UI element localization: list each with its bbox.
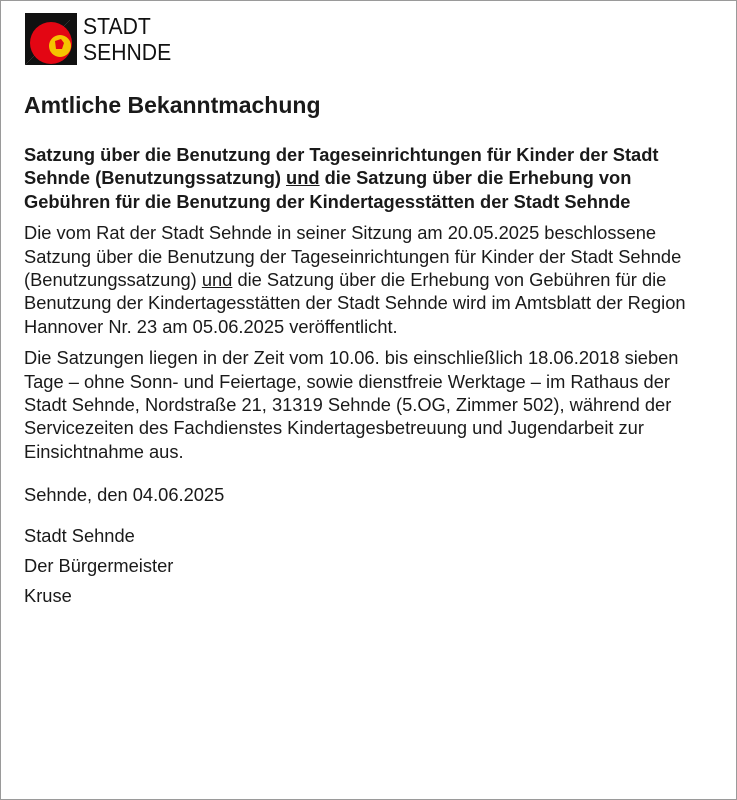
- city-emblem-icon: [25, 13, 77, 65]
- stadt-sehnde-logo: [25, 13, 200, 69]
- date-line: Sehnde, den 04.06.2025: [24, 484, 225, 506]
- notice-title: Amtliche Bekanntmachung: [24, 92, 321, 118]
- subject-text-part2: die Satzung über die Erhebung von Gebühren für die Benutzung der Kindertagesstätten der Stadt Sehnde: [24, 167, 632, 212]
- notice-body: [24, 143, 716, 611]
- signature-city: Stadt Sehnde: [24, 524, 135, 546]
- publication-text-part2: die Satzung über die Erhebung von Gebühren für die Benutzung der Kindertagesstätten der Stadt Sehnde wird im Amtsblatt der Region Hannover Nr. 23 am 05.06.2025 veröffentlicht.: [24, 269, 686, 337]
- signature-name: Kruse: [24, 584, 72, 606]
- logo-text-sehnde: SEHNDE: [83, 39, 172, 65]
- spacer: [24, 471, 716, 483]
- publication-paragraph: [24, 221, 716, 338]
- publication-underlined-und: und: [201, 269, 233, 291]
- publication-text-part1: Die vom Rat der Stadt Sehnde in seiner Sitzung am 20.05.2025 beschlossene Satzung über die Benutzung der Tageseinrichtungen für Kinder der Stadt Sehnde (Benutzungssatzung): [24, 222, 682, 291]
- logo-text-stadt: STADT: [83, 13, 151, 39]
- signature-block: [24, 521, 716, 611]
- subject-text-part1: Satzung über die Benutzung der Tageseinrichtungen für Kinder der Stadt Sehnde (Benutzungssatzung): [24, 144, 659, 189]
- subject-underlined-und: und: [286, 167, 320, 189]
- notice-subject: [24, 143, 716, 213]
- signature-role: Der Bürgermeister: [24, 554, 174, 576]
- inspection-paragraph: Die Satzungen liegen in der Zeit vom 10.06. bis einschließlich 18.06.2018 sieben Tage – ohne Sonn- und Feiertage, sowie dienstfreie Werktage – im Rathaus der Stadt Sehnde, Nordstraße 21, 31319 Sehnde (5.OG, Zimmer 502), während der Servicezeiten des Fachdienstes Kindertagesbetreuung und Jugendarbeit zur Einsichtnahme aus.: [24, 347, 679, 462]
